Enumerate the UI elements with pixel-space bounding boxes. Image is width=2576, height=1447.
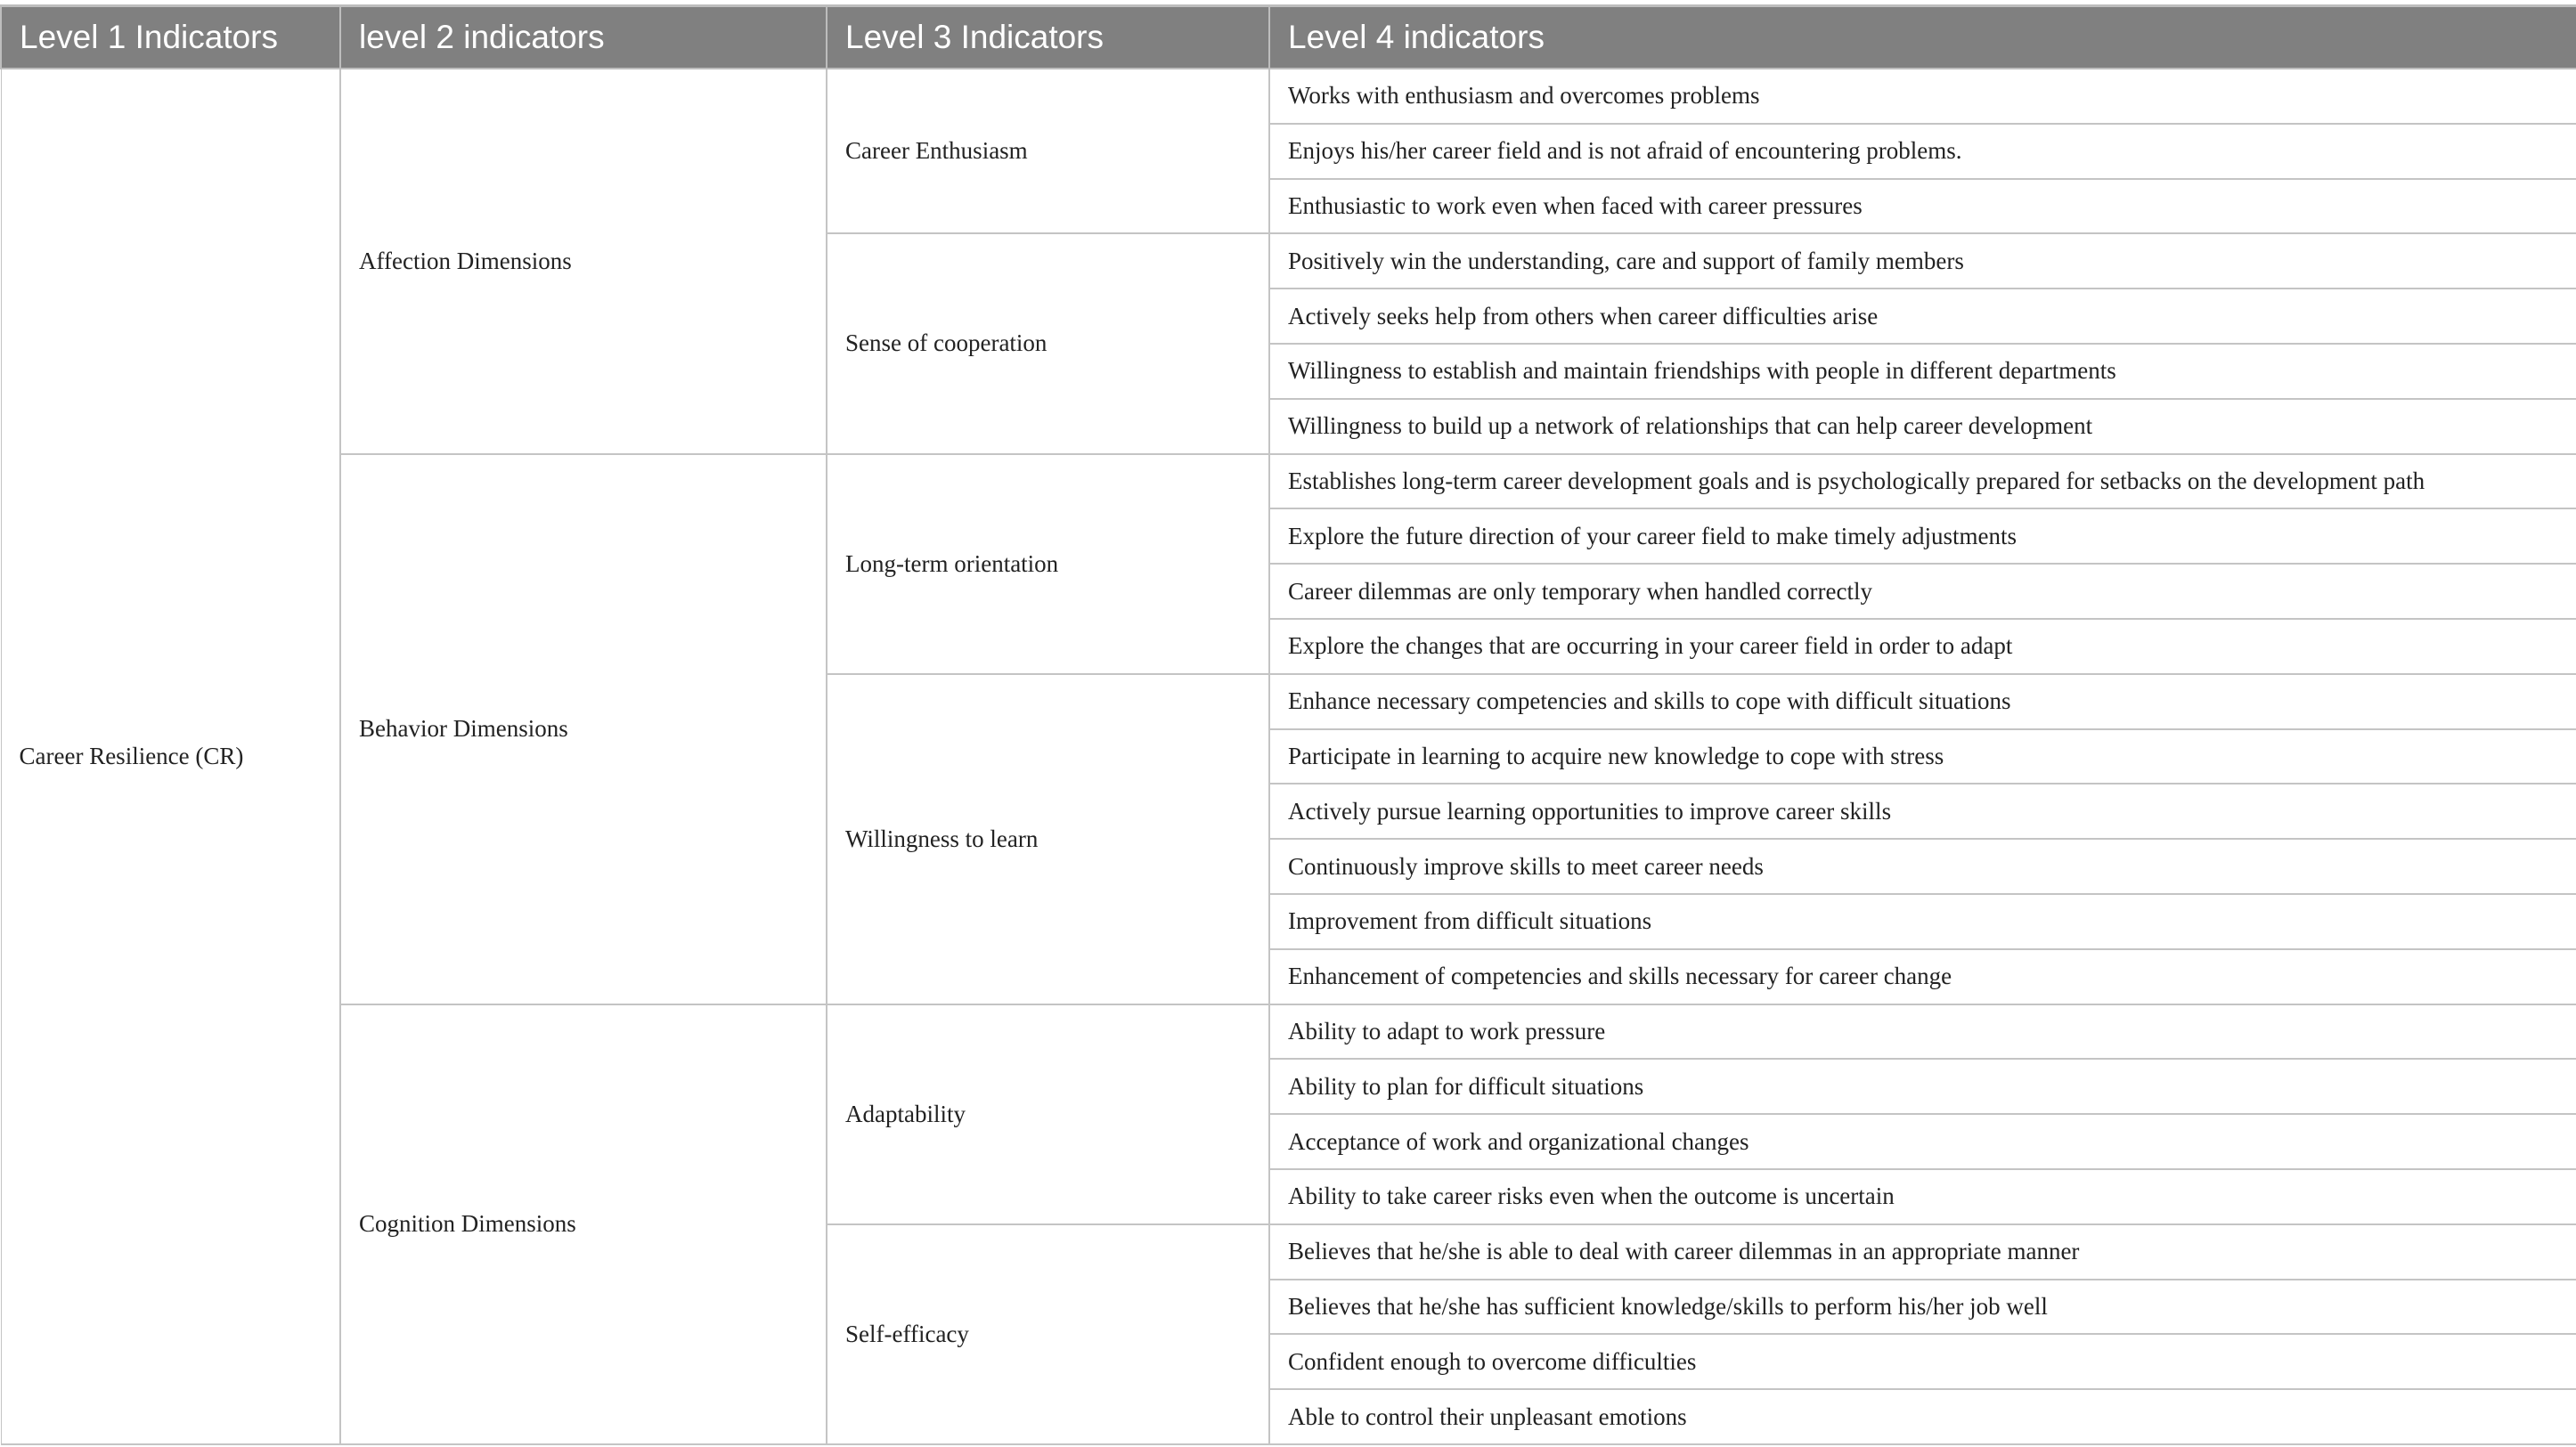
header-level2: level 2 indicators xyxy=(340,6,827,69)
level4-cell: Actively pursue learning opportunities to improve career skills xyxy=(1269,784,2576,839)
level3-cell: Self-efficacy xyxy=(827,1224,1269,1444)
level4-cell: Willingness to build up a network of relationships that can help career development xyxy=(1269,399,2576,454)
level4-cell: Enhance necessary competencies and skills to cope with difficult situations xyxy=(1269,674,2576,729)
level2-cell: Cognition Dimensions xyxy=(340,1004,827,1444)
level3-cell: Adaptability xyxy=(827,1004,1269,1224)
table-row xyxy=(1,454,2576,509)
header-level3: Level 3 Indicators xyxy=(827,6,1269,69)
level4-cell: Believes that he/she is able to deal with career dilemmas in an appropriate manner xyxy=(1269,1224,2576,1280)
level4-cell: Continuously improve skills to meet career needs xyxy=(1269,839,2576,894)
level4-cell: Career dilemmas are only temporary when handled correctly xyxy=(1269,564,2576,619)
table-header-row xyxy=(1,6,2576,69)
level4-cell: Explore the changes that are occurring in your career field in order to adapt xyxy=(1269,619,2576,674)
level4-cell: Establishes long-term career development goals and is psychologically prepared for setbacks on the development path xyxy=(1269,454,2576,509)
level3-cell: Career Enthusiasm xyxy=(827,69,1269,233)
level3-cell: Sense of cooperation xyxy=(827,233,1269,453)
level4-cell: Enthusiastic to work even when faced with career pressures xyxy=(1269,179,2576,234)
level3-cell: Long-term orientation xyxy=(827,454,1269,674)
level4-cell: Acceptance of work and organizational changes xyxy=(1269,1114,2576,1169)
level4-cell: Willingness to establish and maintain friendships with people in different departments xyxy=(1269,344,2576,399)
header-level4: Level 4 indicators xyxy=(1269,6,2576,69)
header-level1: Level 1 Indicators xyxy=(1,6,340,69)
level4-cell: Ability to take career risks even when the outcome is uncertain xyxy=(1269,1169,2576,1224)
level4-cell: Ability to plan for difficult situations xyxy=(1269,1059,2576,1114)
level1-cell: Career Resilience (CR) xyxy=(1,69,340,1444)
table-body xyxy=(1,69,2576,1444)
level4-cell: Ability to adapt to work pressure xyxy=(1269,1004,2576,1060)
level2-cell: Affection Dimensions xyxy=(340,69,827,454)
level4-cell: Confident enough to overcome difficulties xyxy=(1269,1334,2576,1389)
level4-cell: Believes that he/she has sufficient knowledge/skills to perform his/her job well xyxy=(1269,1280,2576,1335)
level4-cell: Enhancement of competencies and skills necessary for career change xyxy=(1269,949,2576,1004)
level4-cell: Able to control their unpleasant emotions xyxy=(1269,1389,2576,1444)
table-row xyxy=(1,69,2576,124)
level3-cell: Willingness to learn xyxy=(827,674,1269,1004)
level4-cell: Actively seeks help from others when career difficulties arise xyxy=(1269,289,2576,344)
table-row xyxy=(1,1004,2576,1060)
level4-cell: Participate in learning to acquire new knowledge to cope with stress xyxy=(1269,729,2576,784)
level4-cell: Positively win the understanding, care and support of family members xyxy=(1269,233,2576,289)
level4-cell: Works with enthusiasm and overcomes problems xyxy=(1269,69,2576,124)
level4-cell: Improvement from difficult situations xyxy=(1269,894,2576,949)
indicator-table xyxy=(0,4,2576,1445)
level4-cell: Enjoys his/her career field and is not afraid of encountering problems. xyxy=(1269,124,2576,179)
level2-cell: Behavior Dimensions xyxy=(340,454,827,1004)
level4-cell: Explore the future direction of your career field to make timely adjustments xyxy=(1269,508,2576,564)
